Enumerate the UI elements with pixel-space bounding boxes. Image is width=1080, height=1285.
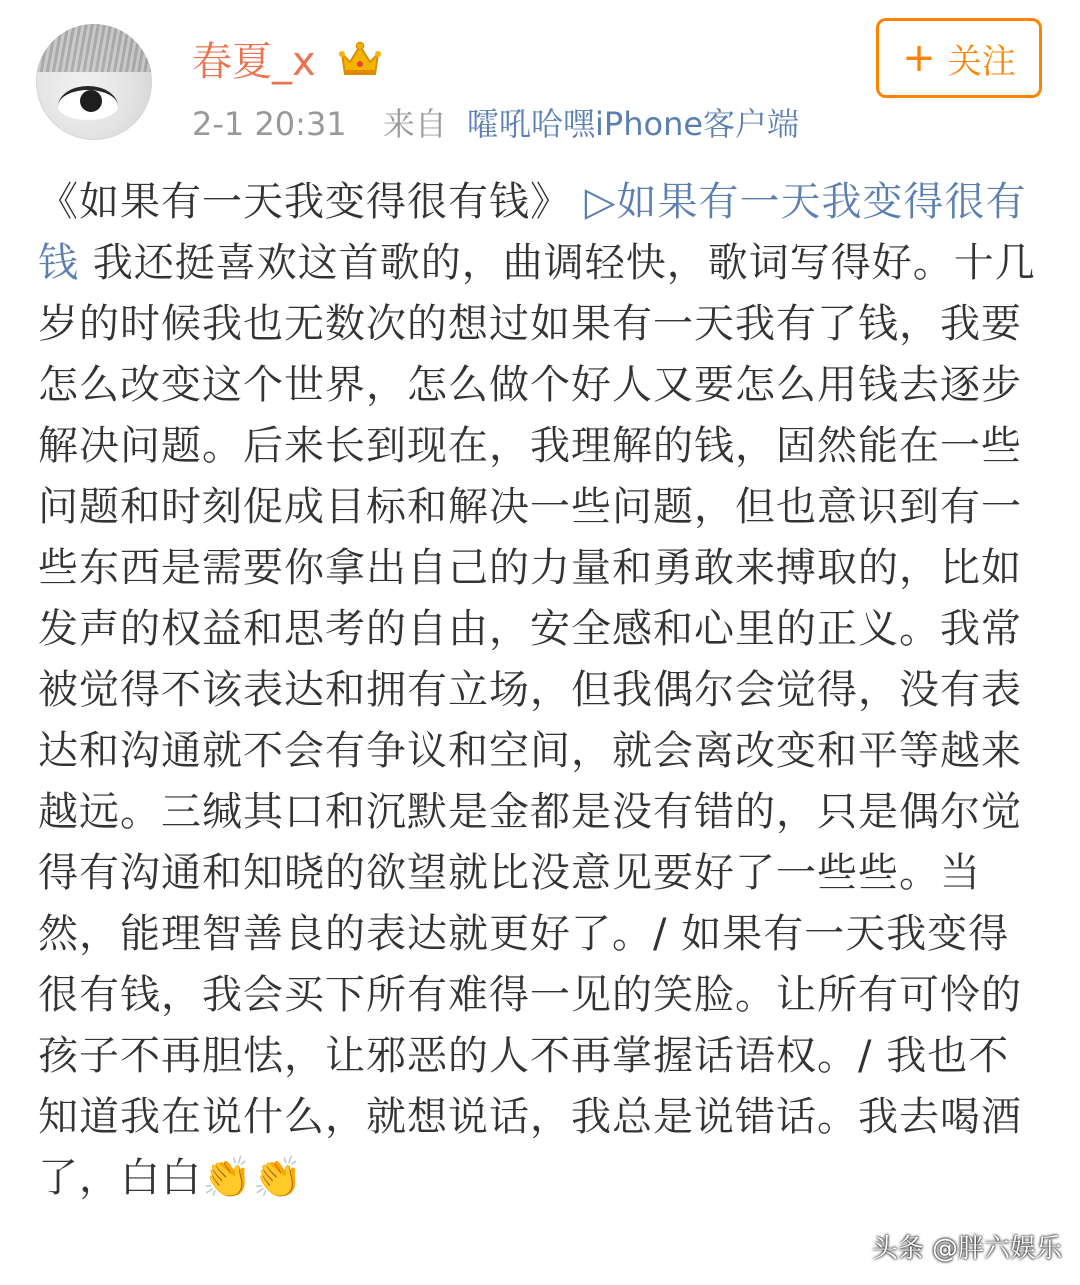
source-client-link[interactable]: 嚯吼哈嘿iPhone客户端: [467, 105, 800, 143]
avatar[interactable]: [36, 24, 152, 140]
avatar-iris: [80, 90, 102, 112]
source-prefix: 来自: [382, 105, 447, 143]
post-time: 2-1 20:31: [192, 105, 347, 143]
post-meta: [192, 104, 799, 144]
follow-label: 关注: [947, 41, 1016, 82]
watermark: 头条 @胖六娱乐: [871, 1234, 1062, 1264]
song-title: 《如果有一天我变得很有钱》: [38, 179, 571, 225]
post-body: 我还挺喜欢这首歌的，曲调轻快，歌词写得好。十几岁的时候我也无数次的想过如果有一天我有了钱，我要怎么改变这个世界，怎么做个好人又要怎么用钱去逐步解决问题。后来长到现在，我理解的钱，固然能在一些问题和时刻促成目标和解决一些问题，但也意识到有一些东西是需要你拿出自己的力量和勇敢来搏取的，比如发声的权益和思考的自由，安全感和心里的正义。我常被觉得不该表达和拥有立场，但我偶尔会觉得，没有表达和沟通就不会有争议和空间，就会离改变和平等越来越远。三缄其口和沉默是金都是没有错的，只是偶尔觉得有沟通和知晓的欲望就比没意见要好了一些些。当然，能理智善良的表达就更好了。/ 如果有一天我变得很有钱，我会买下所有难得一见的笑脸。让所有可怜的孩子不再胆怯，让邪恶的人不再掌握话语权。/ 我也不知道我在说什么，就想说话，我总是说错话。我去喝酒了，白白: [38, 240, 1036, 1201]
plus-icon: +: [902, 35, 936, 81]
avatar-hair: [36, 24, 152, 72]
follow-button[interactable]: [876, 18, 1042, 98]
vip-crown-icon: [338, 40, 382, 80]
clap-emoji-icon: 👏👏: [202, 1155, 304, 1201]
username[interactable]: 春夏_x: [192, 39, 316, 85]
post-content: [38, 172, 1042, 1209]
song-link[interactable]: ▷如果有一天我变得很有钱: [38, 179, 1027, 286]
post-header: [0, 0, 1080, 160]
